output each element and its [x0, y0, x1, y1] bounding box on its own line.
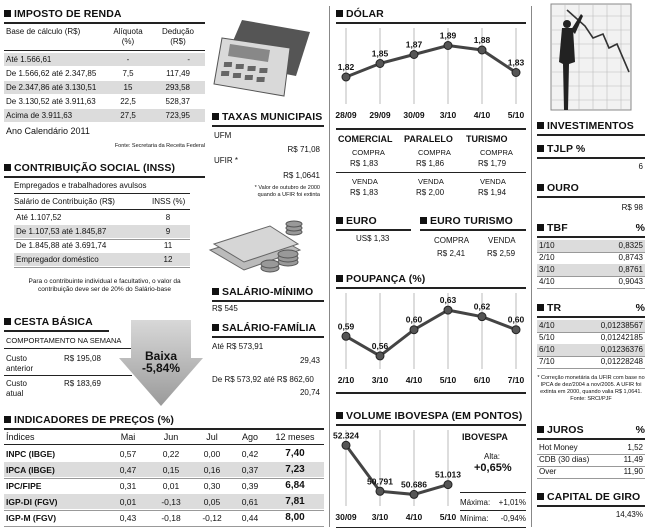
imposto-footer: Ano Calendário 2011 [6, 126, 90, 136]
ibovespa-alta-label: Alta: [484, 452, 501, 461]
indicadores-cell: INPC (IBGE) [6, 449, 56, 459]
poupanca-tick-label: 7/10 [507, 375, 525, 385]
inss-row-pct: 12 [163, 255, 173, 264]
indicadores-cell: 0,15 [162, 465, 180, 475]
imposto-row-deducao: - [187, 55, 190, 64]
dolar-title: DÓLAR [336, 8, 384, 20]
juros-row-label: CDB (30 dias) [539, 455, 590, 464]
euro-turismo-compra-label: COMPRA [434, 236, 470, 245]
euro-value: US$ 1,33 [356, 234, 390, 243]
indicadores-cell: IGP-M (FGV) [6, 513, 57, 523]
cesta-atual-label: Custo atual [6, 379, 27, 398]
imposto-row-aliquota: - [126, 55, 130, 64]
ibovespa-chart [333, 426, 461, 526]
ibovespa-max-label: Máxima: [460, 498, 491, 507]
dolar-compra-value: R$ 1,83 [350, 159, 379, 168]
tjlp-title: TJLP % [537, 143, 645, 155]
dolar-point [444, 42, 452, 50]
juros-row-value: 11,49 [623, 455, 643, 464]
ibovespa-point [410, 490, 418, 498]
dolar-header-1: PARALELO [404, 134, 453, 144]
juros-row-value: 11,90 [623, 467, 643, 476]
dolar-compra-value: R$ 1,86 [416, 159, 445, 168]
tr-title: TR % [537, 302, 645, 314]
indicadores-header: 12 meses [275, 432, 315, 442]
poupanca-tick-label: 6/10 [473, 375, 491, 385]
tr-row-value: 0,01228248 [600, 357, 643, 366]
dolar-chart [336, 24, 526, 124]
ibovespa-series-line [346, 445, 448, 494]
euro-turismo-compra-value: R$ 2,41 [437, 249, 466, 258]
poupanca-point [512, 326, 520, 334]
dolar-tick-label: 5/10 [507, 110, 525, 120]
imposto-header-aliquota: Alíquota (%) [113, 27, 143, 46]
ibovespa-max-value: +1,01% [498, 498, 526, 507]
poupanca-point [478, 313, 486, 321]
indicadores-cell: 8,00 [285, 512, 305, 523]
indicadores-cell: 7,23 [285, 464, 305, 475]
capital-title: CAPITAL DE GIRO [537, 491, 640, 503]
indicadores-cell: 0,30 [203, 481, 221, 491]
inss-note: Para o contribuinte individual e facultativo, o valor da contribuição deve ser de 20% do Salário-base [28, 278, 181, 293]
imposto-row-aliquota: 27,5 [120, 111, 136, 120]
poupanca-tick-label: 4/10 [405, 375, 423, 385]
indicadores-cell: 0,31 [119, 481, 137, 491]
juros-row-label: Hot Money [539, 443, 578, 452]
investor-illustration [537, 2, 645, 114]
indicadores-header: Índices [6, 432, 35, 442]
dolar-tick-label: 3/10 [439, 110, 457, 120]
poupanca-point [376, 352, 384, 360]
ibovespa-min-value: -0,94% [500, 514, 526, 523]
tr-row-label: 5/10 [539, 333, 555, 342]
poupanca-tick-label: 2/10 [337, 375, 355, 385]
tr-note: * Correção monetária da UFIR com base no IPCA de dez/2004 a nov/2005. A UFIR foi extinta em 2000, quando valia R$ 1,0641. Fonte: SRCI/PJF [537, 375, 645, 402]
imposto-row-range: De 2.347,86 até 3.130,51 [6, 83, 97, 92]
imposto-header-deducao: Dedução (R$) [161, 27, 195, 46]
indicadores-cell: 0,39 [241, 481, 259, 491]
dolar-point [512, 69, 520, 77]
dolar-point [410, 51, 418, 59]
ibovespa-point [444, 481, 452, 489]
imposto-row-range: Até 1.566,61 [6, 55, 52, 64]
poupanca-data-label: 0,56 [371, 340, 389, 351]
tbf-row-value: 0,8743 [618, 253, 643, 262]
investimentos-title: INVESTIMENTOS [537, 120, 634, 132]
imposto-row-deducao: 117,49 [166, 69, 190, 78]
indicadores-cell: 0,16 [203, 465, 221, 475]
dolar-point [376, 60, 384, 68]
poupanca-point [342, 332, 350, 340]
dolar-header-2: TURISMO [466, 134, 508, 144]
indicadores-cell: 0,00 [203, 449, 221, 459]
imposto-row-aliquota: 22,5 [120, 97, 136, 106]
tr-row-label: 4/10 [539, 321, 555, 330]
dolar-data-label: 1,85 [371, 48, 389, 59]
tr-row-value: 0,01236376 [600, 345, 643, 354]
taxas-ufm-label: UFM [214, 131, 232, 140]
indicadores-title: INDICADORES DE PREÇOS (%) [4, 414, 174, 426]
dolar-data-label: 1,82 [337, 62, 355, 72]
indicadores-cell: 0,01 [162, 481, 180, 491]
dolar-data-label: 1,87 [405, 39, 423, 50]
euro-turismo-venda-value: R$ 2,59 [487, 249, 516, 258]
poupanca-data-label: 0,63 [439, 295, 457, 306]
indicadores-cell: 0,05 [203, 497, 221, 507]
imposto-title: IMPOSTO DE RENDA [4, 8, 122, 20]
indicadores-cell: IPC/FIPE [6, 481, 42, 491]
tbf-row-label: 1/10 [539, 241, 555, 250]
dolar-venda-label: VENDA [352, 177, 378, 186]
indicadores-cell: IPCA (IBGE) [6, 465, 55, 475]
ibovespa-data-label: 51.013 [435, 469, 461, 480]
ibovespa-point [342, 441, 350, 449]
dolar-venda-value: R$ 2,00 [416, 188, 445, 197]
calculator-illustration [212, 18, 312, 103]
taxas-ufir-value: R$ 1,0641 [283, 171, 320, 180]
ibovespa-point [376, 487, 384, 495]
poupanca-data-label: 0,60 [405, 314, 423, 325]
cesta-title: CESTA BÁSICA [4, 316, 93, 328]
tr-row-value: 0,01238567 [600, 321, 643, 330]
inss-row-range: De 1.845,88 até 3.691,74 [16, 241, 107, 250]
indicadores-cell: 7,40 [285, 448, 305, 459]
dolar-compra-label: COMPRA [418, 148, 451, 157]
indicadores-cell: 0,22 [162, 449, 180, 459]
indicadores-cell: 0,44 [241, 513, 259, 523]
money-coins-illustration [208, 210, 308, 280]
tbf-row-value: 0,8761 [618, 265, 643, 274]
tr-row-label: 7/10 [539, 357, 555, 366]
indicadores-cell: 0,43 [119, 513, 137, 523]
salario-familia-row2-value: 20,74 [299, 388, 320, 397]
inss-subtitle: Empregados e trabalhadores avulsos [14, 181, 147, 190]
indicadores-cell: 0,57 [119, 449, 137, 459]
ibovespa-name: IBOVESPA [462, 432, 508, 442]
indicadores-cell: 0,37 [241, 465, 259, 475]
dolar-data-label: 1,83 [507, 57, 525, 68]
dolar-compra-label: COMPRA [352, 148, 385, 157]
tbf-row-label: 2/10 [539, 253, 555, 262]
inss-row-pct: 9 [165, 227, 171, 236]
imposto-row-aliquota: 7,5 [122, 69, 134, 78]
inss-row-range: Até 1.107,52 [16, 213, 62, 222]
dolar-venda-label: VENDA [418, 177, 444, 186]
ibovespa-tick-label: 30/09 [335, 512, 357, 522]
dolar-point [478, 46, 486, 54]
poupanca-title: POUPANÇA (%) [336, 273, 425, 285]
dolar-venda-value: R$ 1,83 [350, 188, 379, 197]
tjlp-value: 6 [638, 162, 643, 171]
imposto-header-base: Base de cálculo (R$) [6, 27, 81, 36]
dolar-tick-label: 29/09 [369, 110, 391, 120]
inss-row-range: Empregador doméstico [16, 255, 99, 264]
indicadores-cell: -0,12 [202, 513, 222, 523]
tbf-row-value: 0,9043 [618, 277, 643, 286]
ibovespa-data-label: 50.686 [401, 479, 427, 490]
dolar-tick-label: 28/09 [335, 110, 357, 120]
poupanca-point [410, 326, 418, 334]
imposto-row-deducao: 293,58 [165, 83, 190, 92]
imposto-row-aliquota: 15 [123, 83, 133, 92]
cesta-anterior-value: R$ 195,08 [64, 354, 101, 363]
ouro-value: R$ 98 [621, 203, 643, 212]
ibovespa-tick-label: 4/10 [405, 512, 423, 522]
inss-header-pct: INSS (%) [152, 197, 186, 206]
imposto-row-deducao: 528,37 [165, 97, 190, 106]
indicadores-cell: 0,47 [119, 465, 137, 475]
inss-row-pct: 8 [165, 213, 171, 222]
juros-title: JUROS % [537, 424, 645, 436]
ibovespa-tick-label: 5/10 [439, 512, 457, 522]
poupanca-tick-label: 5/10 [439, 375, 457, 385]
dolar-header-0: COMERCIAL [338, 134, 393, 144]
imposto-row-deducao: 723,95 [165, 111, 190, 120]
inss-row-range: De 1.107,53 até 1.845,87 [16, 227, 107, 236]
tbf-row-label: 3/10 [539, 265, 555, 274]
cesta-arrow-value: -5,84% [141, 361, 181, 375]
ibovespa-tick-label: 3/10 [371, 512, 389, 522]
poupanca-data-label: 0,60 [507, 314, 525, 325]
euro-title: EURO [336, 215, 377, 227]
salario-familia-row2-label: De R$ 573,92 até R$ 862,60 [212, 375, 314, 384]
salario-familia-row1-value: 29,43 [299, 356, 320, 365]
ibovespa-title: VOLUME IBOVESPA (EM PONTOS) [336, 410, 522, 422]
dolar-venda-value: R$ 1,94 [478, 188, 507, 197]
indicadores-header: Jul [206, 432, 218, 442]
indicadores-cell: 0,01 [119, 497, 137, 507]
cesta-arrow-label: Baixa [144, 349, 178, 363]
tbf-row-label: 4/10 [539, 277, 555, 286]
dolar-compra-label: COMPRA [480, 148, 513, 157]
salario-familia-row1-label: Até R$ 573,91 [212, 342, 264, 351]
salario-minimo-value: R$ 545 [212, 304, 238, 313]
indicadores-cell: IGP-DI (FGV) [6, 497, 58, 507]
euro-turismo-venda-label: VENDA [488, 236, 516, 245]
poupanca-data-label: 0,62 [473, 301, 491, 312]
taxas-ufm-value: R$ 71,08 [287, 145, 320, 154]
juros-unit: % [635, 424, 645, 436]
poupanca-tick-label: 3/10 [371, 375, 389, 385]
ouro-title: OURO [537, 182, 579, 194]
cesta-atual-value: R$ 183,69 [64, 379, 101, 388]
indicadores-cell: 6,84 [285, 480, 305, 491]
indicadores-cell: 7,81 [285, 496, 305, 507]
salario-minimo-title: SALÁRIO-MÍNIMO [212, 286, 313, 298]
indicadores-cell: 0,42 [241, 449, 259, 459]
imposto-source: Fonte: Secretaria da Receita Federal [114, 143, 205, 149]
dolar-point [342, 73, 350, 81]
ibovespa-min-label: Mínima: [460, 514, 489, 523]
ibovespa-data-label: 52.324 [333, 430, 359, 441]
euro-turismo-title: EURO TURISMO [420, 215, 513, 227]
dolar-data-label: 1,88 [473, 35, 491, 45]
inss-title: CONTRIBUIÇÃO SOCIAL (INSS) [4, 162, 175, 174]
poupanca-data-label: 0,59 [337, 321, 355, 332]
cesta-subtitle: COMPORTAMENTO NA SEMANA [6, 336, 122, 345]
indicadores-cell: -0,18 [161, 513, 181, 523]
indicadores-cell: 0,61 [241, 497, 259, 507]
indicadores-header: Mai [120, 432, 136, 442]
inss-row-pct: 11 [163, 241, 173, 250]
taxas-note: * Valor de outubro de 2000 quando a UFIR foi extinta [254, 185, 320, 198]
indicadores-header: Jun [163, 432, 179, 442]
taxas-title: TAXAS MUNICIPAIS [212, 111, 322, 123]
imposto-row-range: De 3.130,52 até 3.911,63 [6, 97, 96, 106]
indicadores-cell: -0,13 [161, 497, 181, 507]
capital-value: 14,43% [615, 510, 643, 519]
juros-row-label: Over [539, 467, 557, 476]
tbf-title: TBF % [537, 222, 645, 234]
tr-unit: % [635, 302, 645, 314]
poupanca-point [444, 306, 452, 314]
ibovespa-data-label: 50.791 [367, 476, 393, 487]
dolar-compra-value: R$ 1,79 [478, 159, 507, 168]
juros-row-value: 1,52 [627, 443, 643, 452]
cesta-anterior-label: Custo anterior [6, 354, 34, 373]
tbf-row-value: 0,8325 [618, 241, 643, 250]
taxas-ufir-label: UFIR * [214, 156, 238, 165]
dolar-data-label: 1,89 [439, 30, 457, 41]
ibovespa-alta-value: +0,65% [474, 462, 512, 474]
indicadores-header: Ago [241, 432, 258, 442]
dolar-tick-label: 4/10 [473, 110, 491, 120]
tr-row-label: 6/10 [539, 345, 555, 354]
tr-row-value: 0,01242185 [600, 333, 643, 342]
tbf-unit: % [635, 222, 645, 234]
imposto-row-range: De 1.566,62 até 2.347,85 [6, 69, 97, 78]
dolar-venda-label: VENDA [480, 177, 506, 186]
poupanca-chart [336, 289, 526, 389]
imposto-row-range: Acima de 3.911,63 [6, 111, 73, 120]
salario-familia-title: SALÁRIO-FAMÍLIA [212, 322, 316, 334]
dolar-tick-label: 30/09 [403, 110, 425, 120]
inss-header-salario: Salário de Contribuição (R$) [14, 197, 115, 206]
